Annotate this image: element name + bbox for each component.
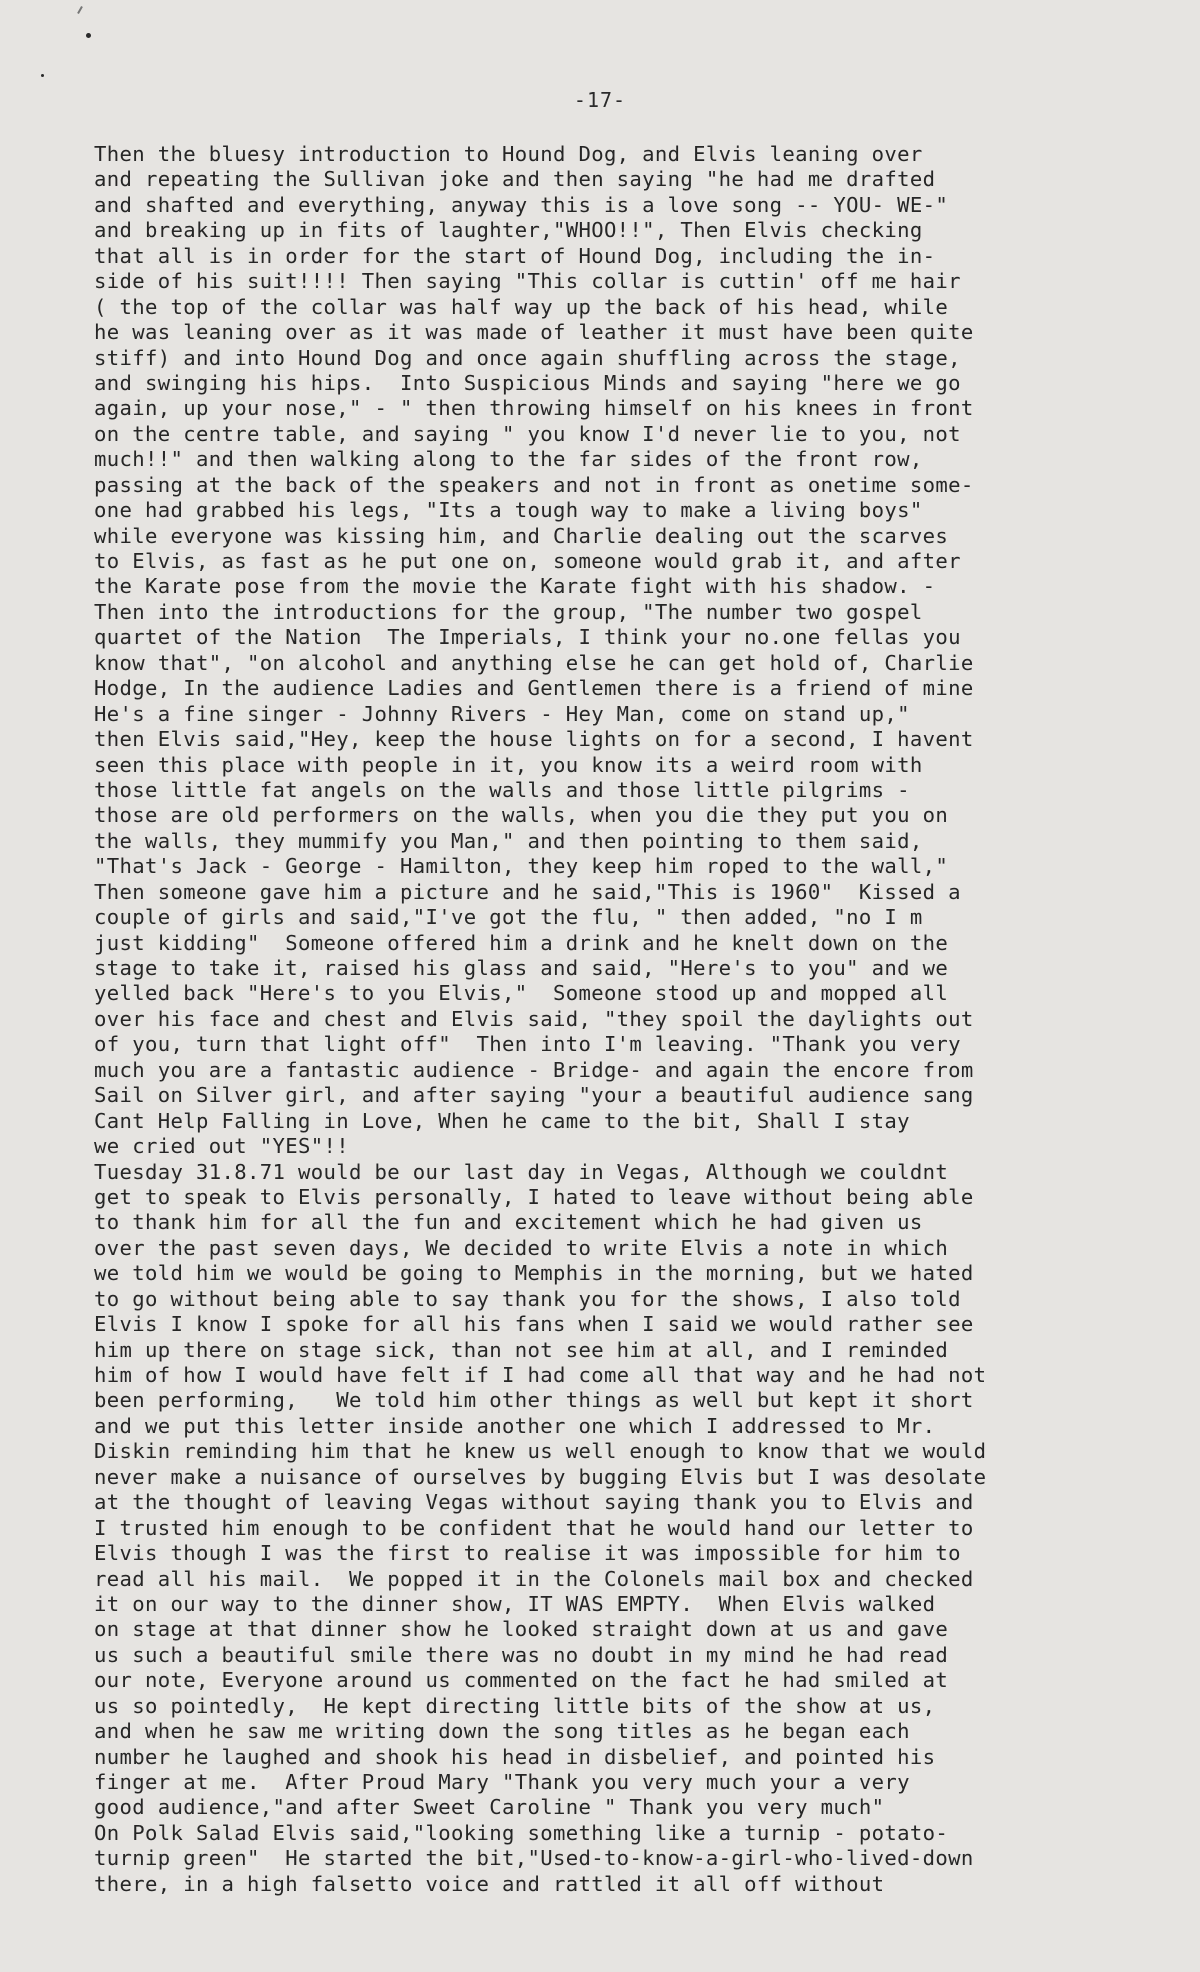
text-line: then Elvis said,"Hey, keep the house lights on for a second, I havent [94, 727, 974, 752]
text-line: Cant Help Falling in Love, When he came to the bit, Shall I stay [94, 1108, 910, 1133]
text-line: us so pointedly, He kept directing little bits of the show at us, [94, 1693, 936, 1718]
text-line: and shafted and everything, anyway this is a love song -- YOU- WE-" [94, 192, 949, 217]
text-line: seen this place with people in it, you know its a weird room with [94, 752, 923, 777]
text-line: we told him we would be going to Memphis in the morning, but we hated [94, 1261, 974, 1286]
text-line: to go without being able to say thank you for the shows, I also told [94, 1286, 961, 1311]
text-line: turnip green" He started the bit,"Used-to-know-a-girl-who-lived-down [94, 1846, 974, 1871]
text-line: Tuesday 31.8.71 would be our last day in Vegas, Although we couldnt [94, 1159, 949, 1184]
text-line: to thank him for all the fun and excitement which he had given us [94, 1210, 923, 1235]
text-line: side of his suit!!!! Then saying "This collar is cuttin' off me hair [94, 269, 961, 294]
ink-speck [86, 33, 91, 38]
text-line: finger at me. After Proud Mary "Thank you very much your a very [94, 1770, 910, 1794]
text-line: again, up your nose," - " then throwing himself on his knees in front [94, 396, 974, 421]
text-line: and breaking up in fits of laughter,"WHOO!!", Then Elvis checking [94, 218, 923, 243]
text-line: much you are a fantastic audience - Bridge- and again the encore from [94, 1057, 974, 1082]
typed-body-text [94, 142, 1184, 1897]
text-line: and when he saw me writing down the song titles as he began each [94, 1719, 910, 1744]
text-line: Elvis though I was the first to realise it was impossible for him to [94, 1541, 961, 1566]
text-line: and we put this letter inside another one which I addressed to Mr. [94, 1413, 936, 1438]
text-line: there, in a high falsetto voice and rattled it all off without [94, 1871, 885, 1896]
text-line: number he laughed and shook his head in disbelief, and pointed his [94, 1744, 936, 1769]
text-line: our note, Everyone around us commented on the fact he had smiled at [94, 1668, 949, 1693]
pencil-mark [77, 6, 83, 14]
text-line: good audience,"and after Sweet Caroline " Thank you very much" [94, 1795, 885, 1820]
text-line: get to speak to Elvis personally, I hated to leave without being able [94, 1184, 974, 1209]
text-line: Then into the introductions for the group, "The number two gospel [94, 599, 923, 624]
text-line: quartet of the Nation The Imperials, I think your no.one fellas you [94, 625, 961, 650]
text-line: Elvis I know I spoke for all his fans when I said we would rather see [94, 1312, 974, 1337]
text-line: one had grabbed his legs, "Its a tough way to make a living boys" [94, 498, 923, 523]
text-line: much!!" and then walking along to the far sides of the front row, [94, 447, 923, 472]
text-line: ( the top of the collar was half way up the back of his head, while [94, 294, 949, 319]
text-line: yelled back "Here's to you Elvis," Someone stood up and mopped all [94, 981, 949, 1006]
text-line: over his face and chest and Elvis said, "they spoil the daylights out [94, 1006, 974, 1031]
text-line: the Karate pose from the movie the Karate fight with his shadow. - [94, 574, 936, 599]
text-line: and swinging his hips. Into Suspicious Minds and saying "here we go [94, 370, 961, 395]
text-line: him up there on stage sick, than not see him at all, and I reminded [94, 1337, 949, 1362]
text-line: read all his mail. We popped it in the Colonels mail box and checked [94, 1566, 974, 1591]
text-line: stiff) and into Hound Dog and once again shuffling across the stage, [94, 345, 961, 370]
text-line: Sail on Silver girl, and after saying "your a beautiful audience sang [94, 1083, 974, 1108]
text-line: we cried out "YES"!! [94, 1134, 349, 1159]
text-line: just kidding" Someone offered him a drink and he knelt down on the [94, 930, 949, 955]
text-line: it on our way to the dinner show, IT WAS EMPTY. When Elvis walked [94, 1591, 936, 1616]
text-line: of you, turn that light off" Then into I'm leaving. "Thank you very [94, 1032, 961, 1057]
text-line: couple of girls and said,"I've got the flu, " then added, "no I m [94, 905, 923, 930]
text-line: on stage at that dinner show he looked straight down at us and gave [94, 1617, 949, 1642]
text-line: He's a fine singer - Johnny Rivers - Hey Man, come on stand up," [94, 701, 910, 726]
text-line: Then someone gave him a picture and he said,"This is 1960" Kissed a [94, 879, 961, 904]
text-line: never make a nuisance of ourselves by bugging Elvis but I was desolate [94, 1464, 987, 1489]
text-line: the walls, they mummify you Man," and then pointing to them said, [94, 828, 923, 853]
text-line: Diskin reminding him that he knew us well enough to know that we would [94, 1439, 987, 1464]
text-line: know that", "on alcohol and anything else he can get hold of, Charlie [94, 650, 974, 675]
text-line: over the past seven days, We decided to write Elvis a note in which [94, 1235, 949, 1260]
text-line: Hodge, In the audience Ladies and Gentlemen there is a friend of mine [94, 676, 974, 701]
text-line: Then the bluesy introduction to Hound Dog, and Elvis leaning over [94, 142, 923, 166]
text-line: stage to take it, raised his glass and said, "Here's to you" and we [94, 956, 949, 980]
text-line: us such a beautiful smile there was no doubt in my mind he had read [94, 1642, 949, 1667]
text-line: at the thought of leaving Vegas without saying thank you to Elvis and [94, 1490, 974, 1515]
text-line: and repeating the Sullivan joke and then saying "he had me drafted [94, 167, 936, 192]
text-line: "That's Jack - George - Hamilton, they keep him roped to the wall," [94, 854, 949, 879]
text-line: that all is in order for the start of Hound Dog, including the in- [94, 243, 936, 268]
text-line: those are old performers on the walls, when you die they put you on [94, 803, 949, 828]
text-line: while everyone was kissing him, and Charlie dealing out the scarves [94, 523, 949, 548]
text-line: passing at the back of the speakers and not in front as onetime some- [94, 472, 974, 497]
text-line: On Polk Salad Elvis said,"looking something like a turnip - potato- [94, 1820, 949, 1845]
text-line: those little fat angels on the walls and those little pilgrims - [94, 777, 910, 802]
page-number: -17- [573, 88, 627, 112]
text-line: been performing, We told him other things as well but kept it short [94, 1388, 974, 1413]
text-line: on the centre table, and saying " you know I'd never lie to you, not [94, 421, 961, 446]
text-line: he was leaning over as it was made of leather it must have been quite [94, 320, 974, 345]
text-line: I trusted him enough to be confident that he would hand our letter to [94, 1515, 974, 1540]
ink-speck [41, 74, 44, 77]
text-line: to Elvis, as fast as he put one on, someone would grab it, and after [94, 549, 961, 573]
text-line: him of how I would have felt if I had come all that way and he had not [94, 1363, 987, 1387]
